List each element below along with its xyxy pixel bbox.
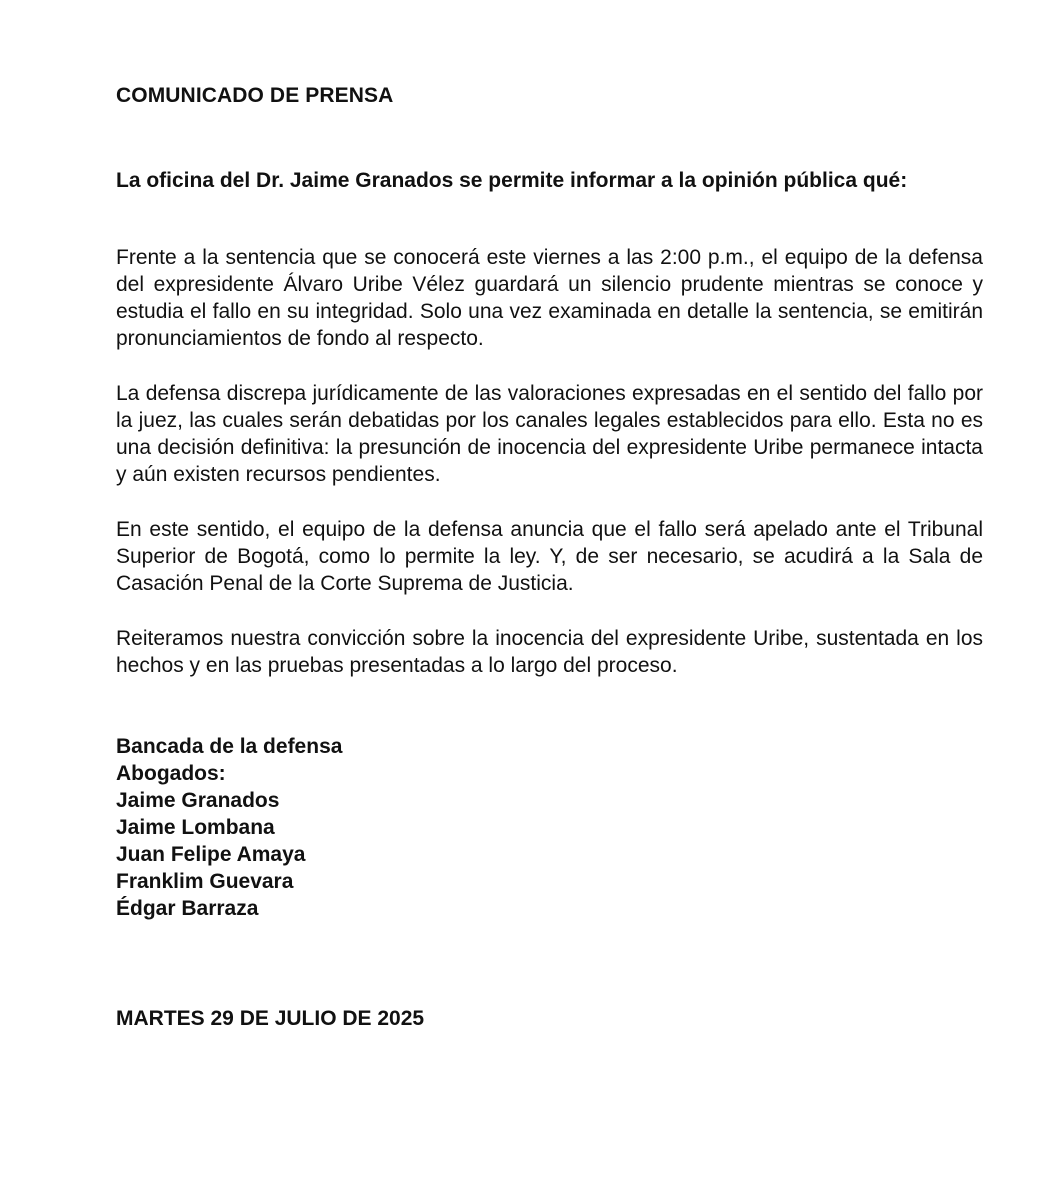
paragraph-sentence-statement: Frente a la sentencia que se conocerá este viernes a las 2:00 p.m., el equipo de la defensa del expresidente Álvaro Uribe Vélez guardará un silencio prudente mientras se conoce y estudia el fallo en su integridad. Solo una vez examinada en detalle la sentencia, se emitirán pronunciamientos de fondo al respecto.	[116, 246, 983, 350]
document-date: MARTES 29 DE JULIO DE 2025	[116, 1007, 425, 1030]
paragraph-conviction: Reiteramos nuestra convicción sobre la inocencia del expresidente Uribe, sustentada en los hechos y en las pruebas presentadas a lo largo del proceso.	[116, 627, 983, 677]
document-title: COMUNICADO DE PRENSA	[116, 84, 394, 107]
signature-role: Abogados:	[116, 762, 226, 785]
signature-name: Jaime Granados	[116, 789, 280, 812]
signature-name: Franklim Guevara	[116, 870, 294, 893]
signature-name: Jaime Lombana	[116, 816, 275, 839]
signature-group: Bancada de la defensa	[116, 735, 343, 758]
signature-name: Juan Felipe Amaya	[116, 843, 306, 866]
paragraph-defense-position: La defensa discrepa jurídicamente de las valoraciones expresadas en el sentido del fallo por la juez, las cuales serán debatidas por los canales legales establecidos para ello. Esta no es una decisión definitiva: la presunción de inocencia del expresidente Uribe permanece intacta y aún existen recursos pendientes.	[116, 382, 983, 486]
paragraph-appeal: En este sentido, el equipo de la defensa anuncia que el fallo será apelado ante el Tribunal Superior de Bogotá, como lo permite la ley. Y, de ser necesario, se acudirá a la Sala de Casación Penal de la Corte Suprema de Justicia.	[116, 518, 983, 595]
signature-block	[116, 733, 342, 922]
intro-statement: La oficina del Dr. Jaime Granados se permite informar a la opinión pública qué:	[116, 169, 908, 192]
signature-name: Édgar Barraza	[116, 897, 259, 920]
